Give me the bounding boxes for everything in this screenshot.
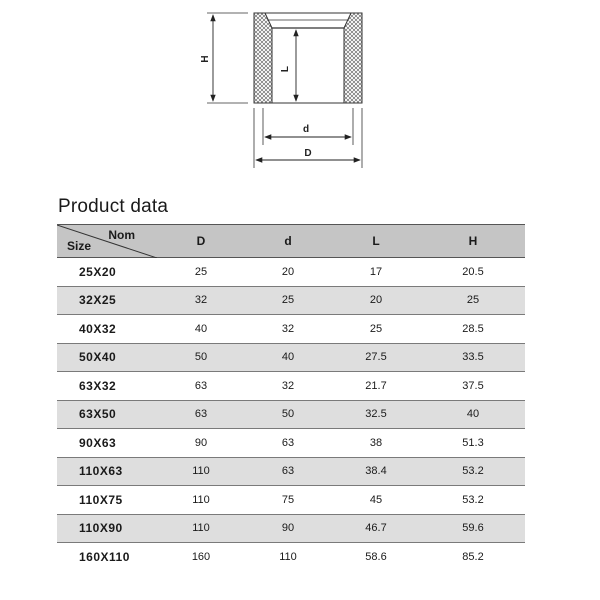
cell-D: 63 [157,372,245,401]
section-title: Product data [58,196,169,217]
cell-D: 25 [157,258,245,287]
table-row [57,514,525,543]
cell-L: 27.5 [331,343,421,372]
cell-D: 40 [157,315,245,344]
cell-L: 17 [331,258,421,287]
corner-header-cell [57,225,157,258]
cell-L: 45 [331,486,421,515]
column-header-D: D [157,225,245,258]
cell-H: 25 [421,286,525,315]
cell-d: 40 [245,343,331,372]
column-header-H: H [421,225,525,258]
cell-H: 53.2 [421,486,525,515]
cell-d: 90 [245,514,331,543]
size-cell: 110X75 [57,486,157,515]
size-cell: 25X20 [57,258,157,287]
size-cell: 63X32 [57,372,157,401]
cell-D: 160 [191,551,211,563]
fitting-drawing [0,0,600,185]
table-row [57,486,525,515]
cell-L: 21.7 [331,372,421,401]
table-row [57,258,525,287]
product-data-table [57,224,525,571]
table-row [57,286,525,315]
cell-H: 20.5 [421,258,525,287]
table-row [57,429,525,458]
cell-L: 46.7 [331,514,421,543]
cell-L: 32.5 [331,400,421,429]
inner-diameter-label: d [302,124,310,135]
cell-L: 20 [331,286,421,315]
cell-D: 50 [157,343,245,372]
table-header-row [57,225,525,258]
cell-d: 50 [245,400,331,429]
height-dimension [200,13,248,103]
cell-D: 32 [157,286,245,315]
size-cell: 110X63 [57,457,157,486]
table-row [57,543,525,572]
table-row [57,457,525,486]
cell-H: 51.3 [421,429,525,458]
right-wall [344,13,362,103]
outer-diameter-label: D [304,148,312,159]
left-wall [254,13,272,103]
size-cell: 50X40 [57,343,157,372]
size-cell: 110X90 [57,514,157,543]
size-cell: 90X63 [57,429,157,458]
cell-L: 25 [331,315,421,344]
cell-H: 53.2 [421,457,525,486]
size-cell: 160X110 [79,550,130,564]
cell-d: 110 [279,551,297,563]
fitting-section-view [254,13,362,103]
cell-D: 63 [157,400,245,429]
cell-d: 25 [245,286,331,315]
cell-H: 33.5 [421,343,525,372]
size-label: Size [67,239,92,253]
nom-label: Nom [108,228,135,242]
cell-H: 28.5 [421,315,525,344]
outer-diameter-dimension [254,108,362,168]
cell-d: 32 [245,315,331,344]
cell-d: 75 [245,486,331,515]
length-dimension [280,30,296,101]
size-cell: 63X50 [57,400,157,429]
table-row [57,372,525,401]
column-header-L: L [331,225,421,258]
inner-diameter-dimension [263,108,353,145]
table-row [57,400,525,429]
table-row [57,343,525,372]
cell-d: 32 [245,372,331,401]
cell-H: 59.6 [421,514,525,543]
table-row [57,315,525,344]
cell-D: 90 [157,429,245,458]
cell-L: 38.4 [331,457,421,486]
cell-H: 85.2 [462,551,484,563]
cell-D: 110 [157,514,245,543]
cell-H: 40 [421,400,525,429]
size-cell: 32X25 [57,286,157,315]
cell-L: 58.6 [365,551,387,563]
length-label: L [280,65,291,73]
cell-D: 110 [157,457,245,486]
cell-d: 63 [245,429,331,458]
cell-H: 37.5 [421,372,525,401]
column-header-d: d [245,225,331,258]
height-label: H [200,55,211,63]
cell-d: 63 [245,457,331,486]
size-cell: 40X32 [57,315,157,344]
cell-D: 110 [157,486,245,515]
cell-L: 38 [331,429,421,458]
cell-d: 20 [245,258,331,287]
